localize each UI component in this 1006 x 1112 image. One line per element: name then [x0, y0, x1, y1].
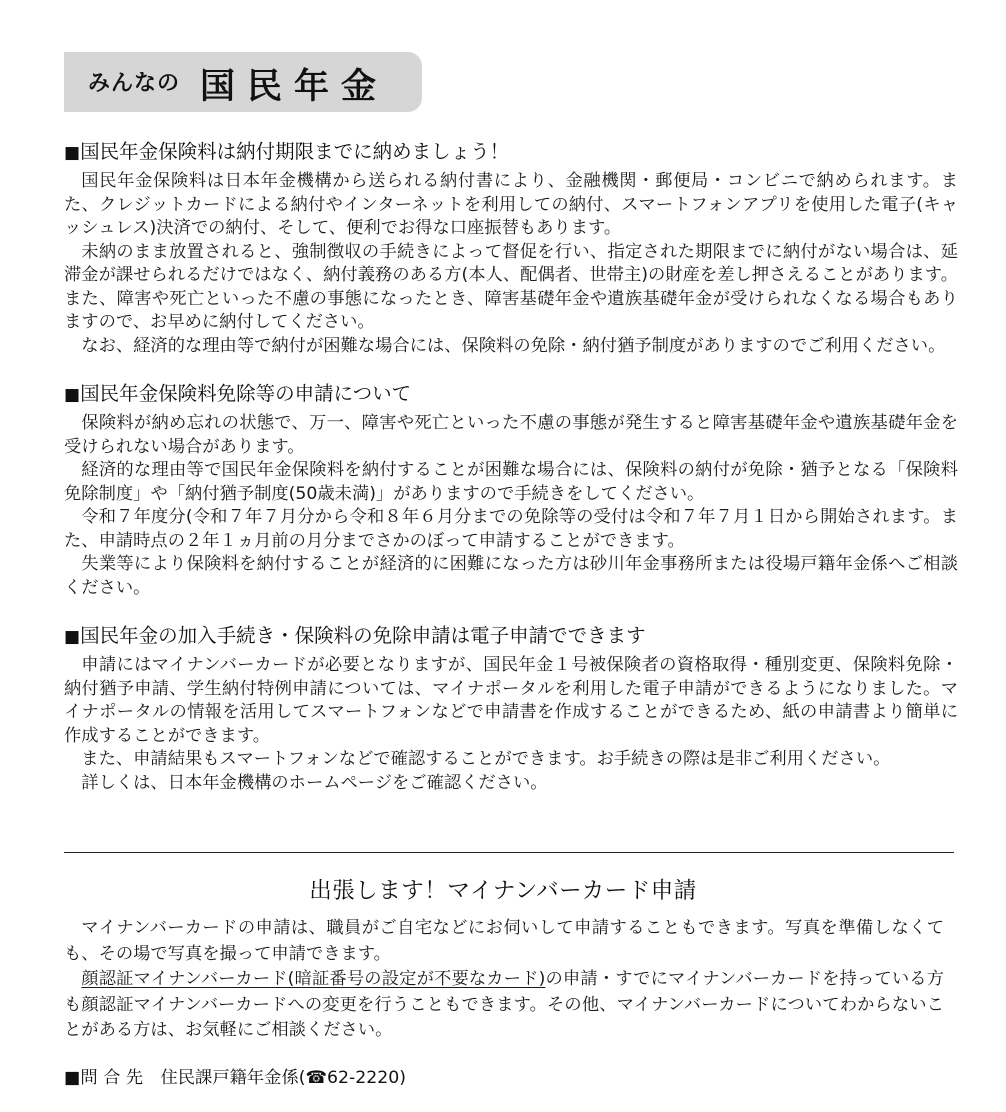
square-bullet-icon: ■: [64, 143, 81, 163]
mynumber-box-body: [64, 916, 944, 1044]
paragraph: 申請にはマイナンバーカードが必要となりますが、国民年金１号被保険者の資格取得・種別変更、保険料免除・納付猶予申請、学生納付特例申請については、マイナポータルを利用した電子申請ができるようになりました。マイナポータルの情報を活用してスマートフォンなどで申請書を作成することができるため、紙の申請書より簡単に作成することができます。: [64, 655, 958, 746]
paragraph: 詳しくは、日本年金機構のホームページをご確認ください。: [81, 772, 548, 793]
paragraph: また、申請結果もスマートフォンなどで確認することができます。お手続きの際は是非ご利用ください。: [81, 749, 891, 769]
section-payment-deadline: [64, 138, 958, 358]
banner-subtitle: みんなの: [88, 71, 181, 96]
paragraph: マイナンバーカードの申請は、職員がご自宅などにお伺いして申請することもできます。写真を準備しなくても、その場で写真を撮って申請できます。: [64, 918, 944, 964]
telephone-icon: ☎: [305, 1068, 327, 1088]
paragraph: なお、経済的な理由等で納付が困難な場合には、保険料の免除・納付猶予制度がありますのでご利用ください。: [81, 335, 946, 356]
contact-label: 問 合 先: [80, 1068, 144, 1088]
section-divider: [64, 852, 954, 853]
article-body: [64, 138, 958, 817]
paragraph: 国民年金保険料は日本年金機構から送られる納付書により、金融機関・郵便局・コンビニで納められます。また、クレジットカードによる納付やインターネットを利用しての納付、スマートフォンアプリを使用した電子(キャッシュレス)決済での納付、そして、便利でお得な口座振替もあります。: [64, 171, 958, 238]
mynumber-box-title: 出張します！マイナンバーカード申請: [309, 878, 697, 904]
contact-info: ■問 合 先 住民課戸籍年金係(☎62-2220): [64, 1068, 406, 1088]
square-bullet-icon: ■: [64, 385, 81, 405]
phone-number: 62-2220: [327, 1068, 400, 1088]
section-heading: ■国民年金保険料は納付期限までに納めましょう！: [64, 140, 510, 163]
paragraph: 未納のまま放置されると、強制徴収の手続きによって督促を行い、指定された期限までに納付がない場合は、延滞金が課せられるだけではなく、納付義務のある方(本人、配偶者、世帯主)の財産を差し押さえることがあります。また、障害や死亡といった不慮の事態になったとき、障害基礎年金や遺族基礎年金が受けられなくなる場合もありますので、お早めに納付してください。: [64, 241, 958, 332]
square-bullet-icon: ■: [64, 1068, 81, 1088]
face-auth-card-underlined: 顔認証マイナンバーカード(暗証番号の設定が不要なカード): [81, 969, 546, 989]
banner-title: 国民年金: [200, 67, 389, 107]
square-bullet-icon: ■: [64, 627, 81, 647]
paragraph: 経済的な理由等で国民年金保険料を納付することが困難な場合には、保険料の納付が免除・猶予となる「保険料免除制度」や「納付猶予制度(50歳未満)」がありますので手続きをしてください。: [64, 460, 958, 504]
section-heading: ■国民年金保険料免除等の申請について: [64, 382, 412, 405]
paragraph: 令和７年度分(令和７年７月分から令和８年６月分までの免除等の受付は令和７年７月１日から開始されます。また、申請時点の２年１ヵ月前の月分までさかのぼって申請することができます。: [64, 507, 958, 551]
section-exemption-application: [64, 380, 958, 600]
contact-department: 住民課戸籍年金係(: [160, 1068, 306, 1088]
section-electronic-application: [64, 622, 958, 795]
section-heading: ■国民年金の加入手続き・保険料の免除申請は電子申請でできます: [64, 624, 646, 647]
paragraph: 失業等により保険料を納付することが経済的に困難になった方は砂川年金事務所または役場戸籍年金係へご相談ください。: [64, 554, 958, 598]
paragraph: 顔認証マイナンバーカード(暗証番号の設定が不要なカード)の申請・すでにマイナンバーカードを持っている方も顔認証マイナンバーカードへの変更を行うこともできます。その他、マイナンバーカードについてわからないことがある方は、お気軽にご相談ください。: [64, 969, 944, 1040]
paragraph: 保険料が納め忘れの状態で、万一、障害や死亡といった不慮の事態が発生すると障害基礎年金や遺族基礎年金を受けられない場合があります。: [64, 413, 958, 457]
